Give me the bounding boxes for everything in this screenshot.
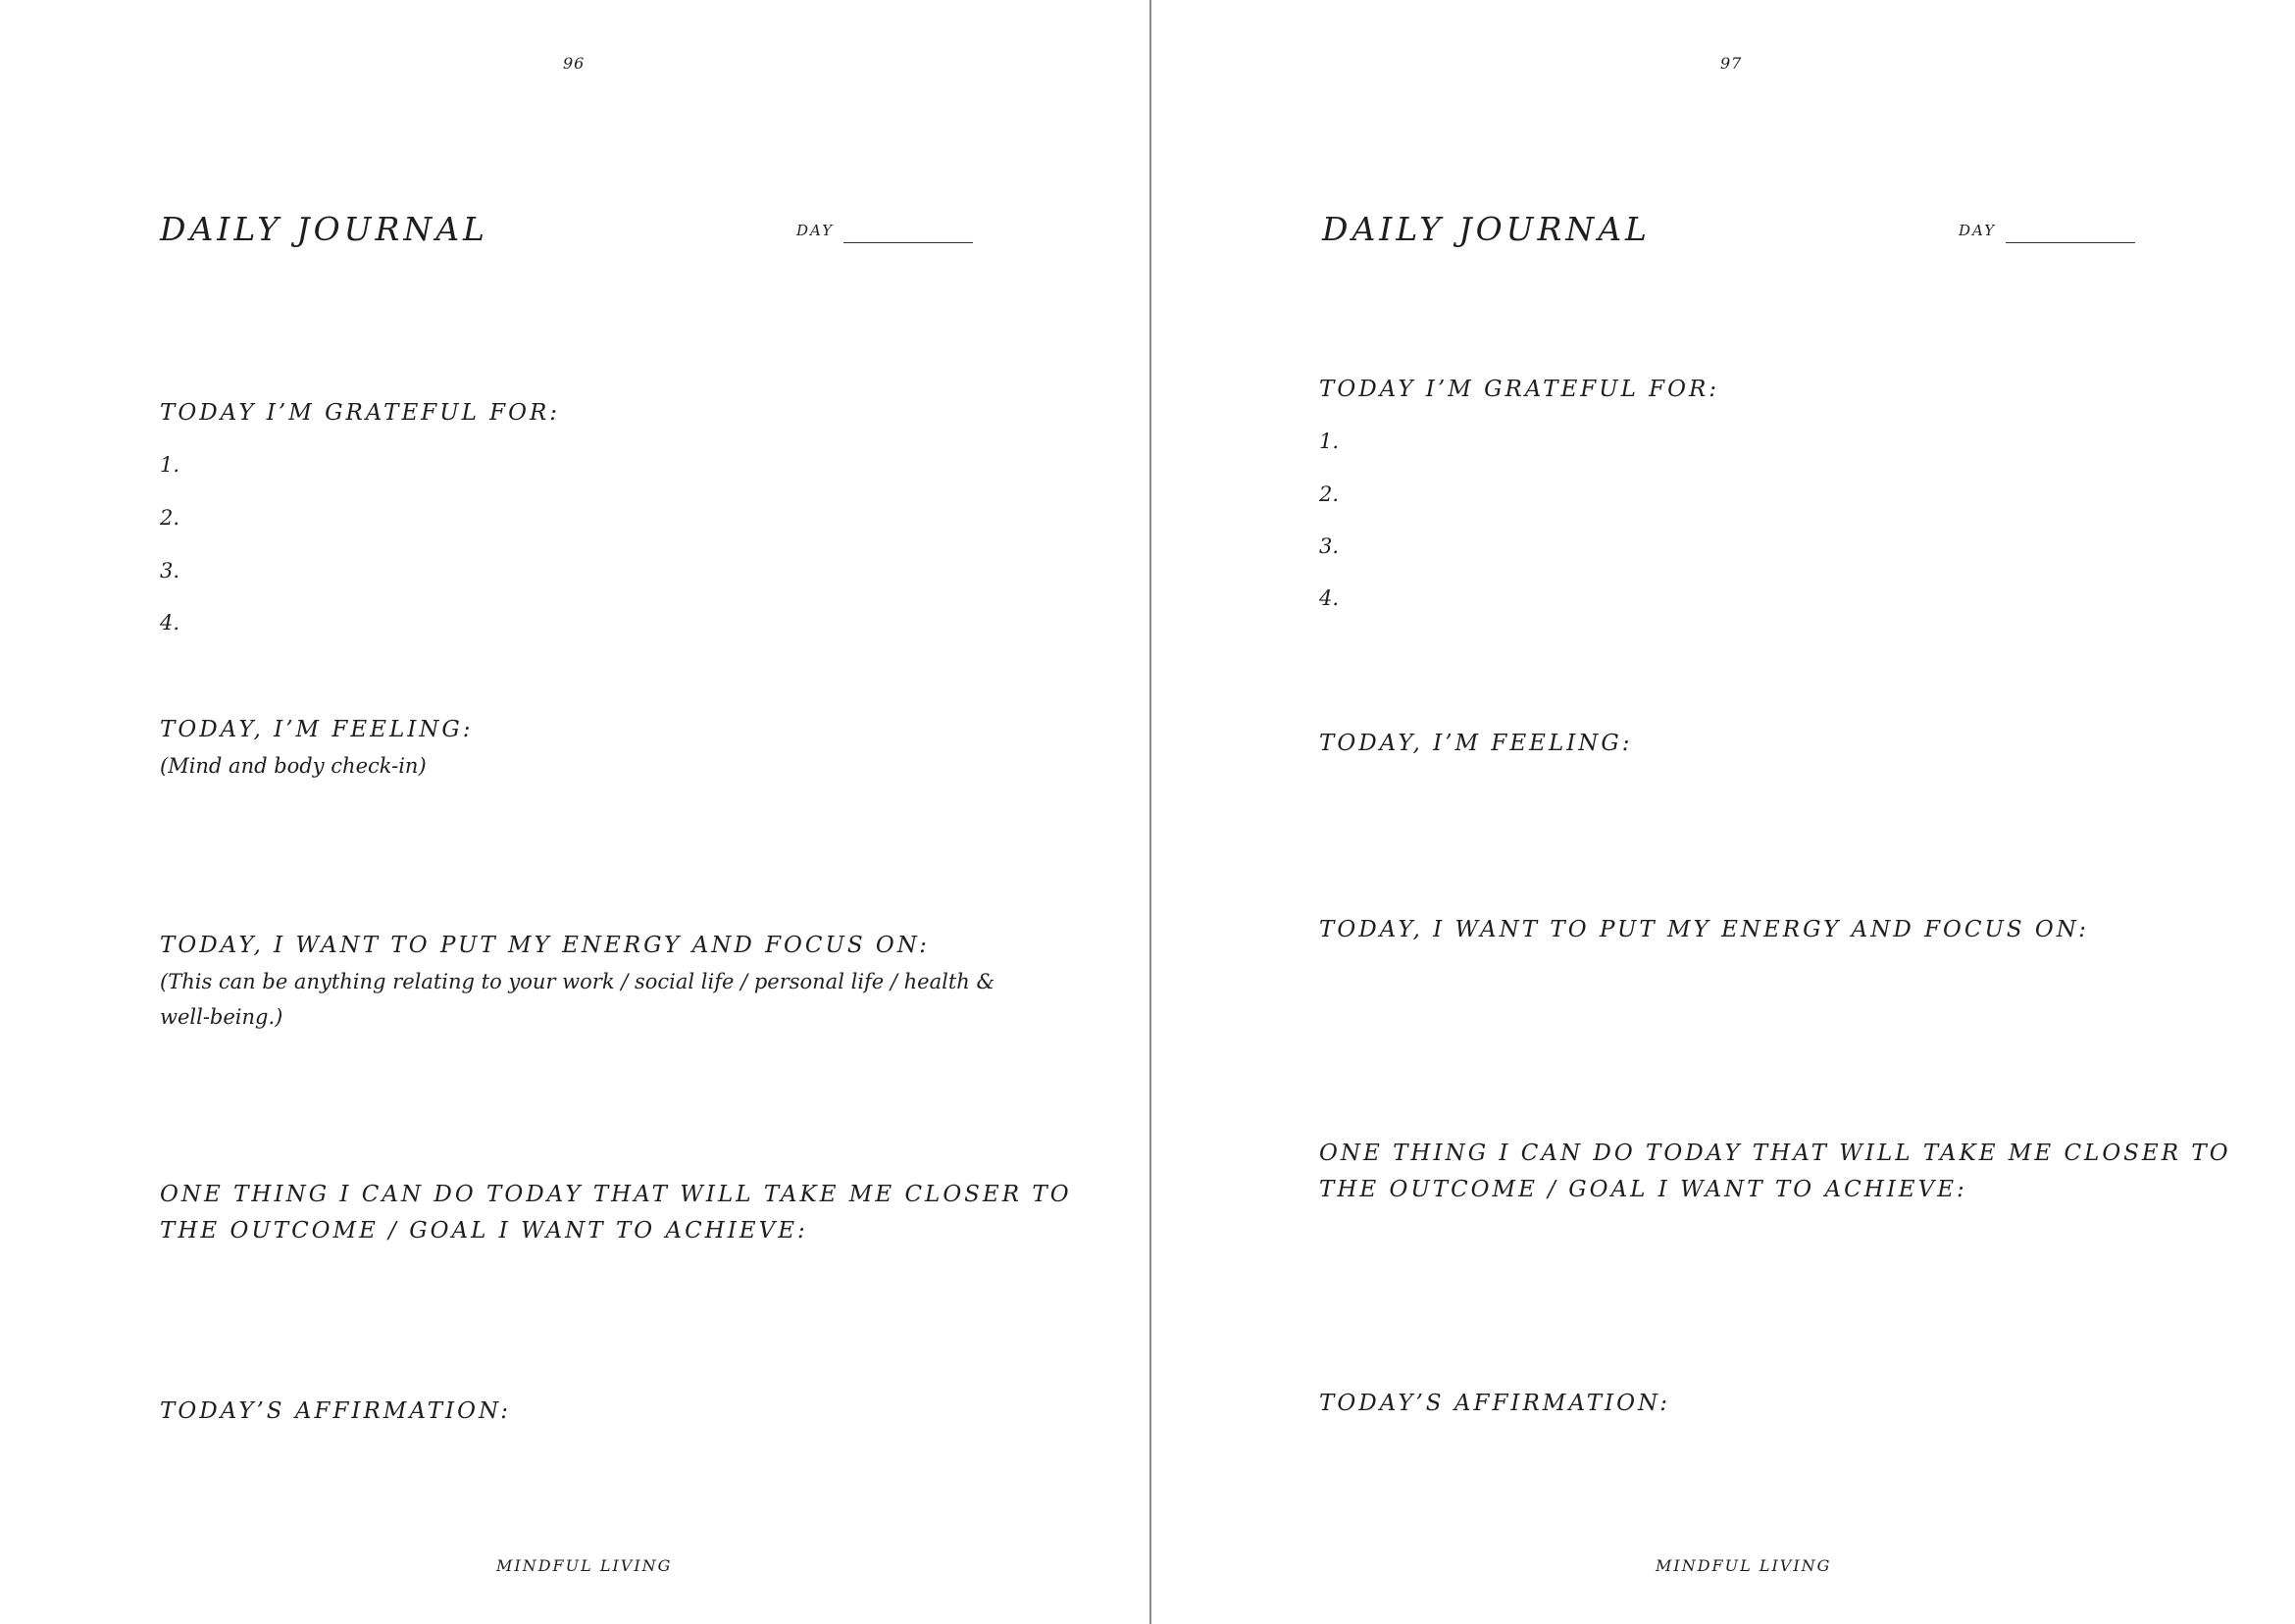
page-number: 97: [1720, 54, 1743, 73]
grateful-heading: TODAY I’M GRATEFUL FOR:: [160, 400, 561, 426]
right-page: [1151, 0, 2295, 1624]
feeling-heading: TODAY, I’M FEELING:: [1319, 731, 1633, 756]
day-input-line[interactable]: [2006, 242, 2135, 243]
grateful-item-3: 3.: [1319, 534, 1340, 558]
one-thing-heading-line-2: THE OUTCOME / GOAL I WANT TO ACHIEVE:: [160, 1218, 808, 1243]
grateful-heading: TODAY I’M GRATEFUL FOR:: [1319, 377, 1720, 402]
grateful-item-1: 1.: [1319, 430, 1340, 453]
energy-subtitle-line-2: well-being.): [160, 1005, 283, 1029]
feeling-heading: TODAY, I’M FEELING:: [160, 717, 474, 742]
affirmation-heading: TODAY’S AFFIRMATION:: [1319, 1391, 1671, 1416]
affirmation-heading: TODAY’S AFFIRMATION:: [160, 1398, 512, 1424]
feeling-subtitle: (Mind and body check-in): [160, 754, 427, 778]
day-label: DAY: [796, 222, 835, 239]
footer-title: MINDFUL LIVING: [496, 1556, 673, 1575]
energy-heading: TODAY, I WANT TO PUT MY ENERGY AND FOCUS ON:: [160, 933, 930, 958]
grateful-item-4: 4.: [1319, 586, 1340, 610]
one-thing-heading-line-1: ONE THING I CAN DO TODAY THAT WILL TAKE ME CLOSER TO: [1319, 1141, 2231, 1166]
grateful-item-4: 4.: [160, 611, 180, 634]
grateful-item-1: 1.: [160, 453, 180, 477]
one-thing-heading-line-2: THE OUTCOME / GOAL I WANT TO ACHIEVE:: [1319, 1177, 1967, 1202]
footer-title: MINDFUL LIVING: [1656, 1556, 1832, 1575]
grateful-item-2: 2.: [160, 506, 180, 530]
day-input-line[interactable]: [843, 242, 973, 243]
one-thing-heading-line-1: ONE THING I CAN DO TODAY THAT WILL TAKE ME CLOSER TO: [160, 1182, 1072, 1207]
page-title: DAILY JOURNAL: [1322, 210, 1651, 248]
day-label: DAY: [1959, 222, 1997, 239]
grateful-item-3: 3.: [160, 559, 180, 583]
page-title: DAILY JOURNAL: [160, 210, 488, 248]
energy-heading: TODAY, I WANT TO PUT MY ENERGY AND FOCUS ON:: [1319, 917, 2089, 942]
energy-subtitle-line-1: (This can be anything relating to your work / social life / personal life / health &: [160, 970, 995, 993]
grateful-item-2: 2.: [1319, 482, 1340, 506]
page-number: 96: [563, 54, 586, 73]
